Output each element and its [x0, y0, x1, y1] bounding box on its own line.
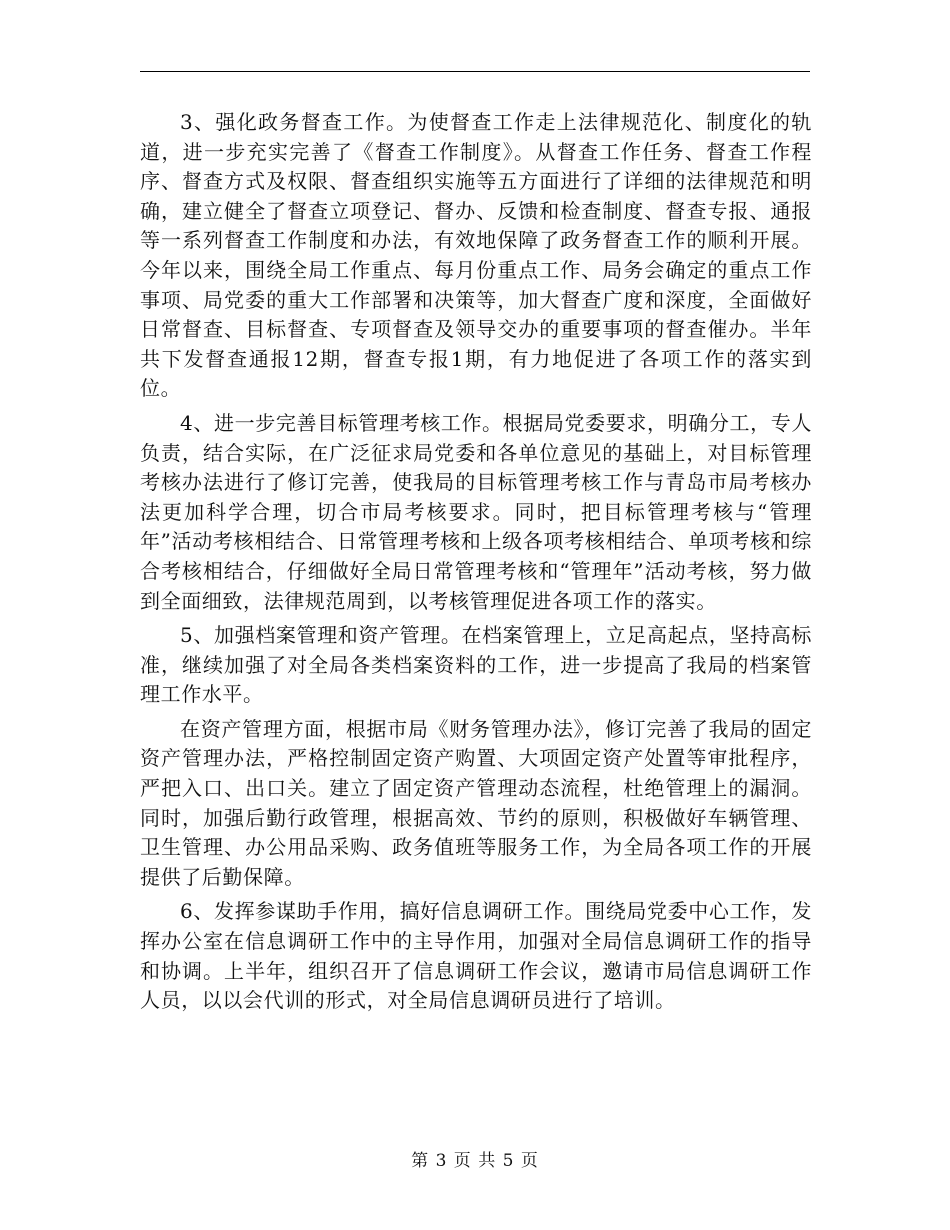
- paragraph-supervision: 3、强化政务督查工作。为使督查工作走上法律规范化、制度化的轨道，进一步充实完善了《督查工作制度》。从督查工作任务、督查工作程序、督查方式及权限、督查组织实施等五方面进行了详细的法律规范和明确，建立健全了督查立项登记、督办、反馈和检查制度、督查专报、通报等一系列督查工作制度和办法，有效地保障了政务督查工作的顺利开展。今年以来，围绕全局工作重点、每月份重点工作、局务会确定的重点工作事项、局党委的重大工作部署和决策等，加大督查广度和深度，全面做好日常督查、目标督查、专项督查及领导交办的重要事项的督查催办。半年共下发督查通报12期，督查专报1期，有力地促进了各项工作的落实到位。: [140, 110, 812, 401]
- paragraph-information-research: 6、发挥参谋助手作用，搞好信息调研工作。围绕局党委中心工作，发挥办公室在信息调研工作中的主导作用，加强对全局信息调研工作的指导和协调。上半年，组织召开了信息调研工作会议，邀请市局信息调研工作人员，以以会代训的形式，对全局信息调研员进行了培训。: [140, 899, 812, 1013]
- document-body: [140, 108, 812, 1021]
- paragraph-archive-management: 5、加强档案管理和资产管理。在档案管理上，立足高起点，坚持高标准，继续加强了对全局各类档案资料的工作，进一步提高了我局的档案管理工作水平。: [140, 623, 812, 707]
- paragraph-target-management: 4、进一步完善目标管理考核工作。根据局党委要求，明确分工，专人负责，结合实际，在广泛征求局党委和各单位意见的基础上，对目标管理考核办法进行了修订完善，使我局的目标管理考核工作与青岛市局考核办法更加科学合理，切合市局考核要求。同时，把目标管理考核与“管理年”活动考核相结合、日常管理考核和上级各项考核相结合、单项考核和综合考核相结合，仔细做好全局日常管理考核和“管理年”活动考核，努力做到全面细致，法律规范周到，以考核管理促进各项工作的落实。: [140, 410, 812, 613]
- paragraph-asset-management: 在资产管理方面，根据市局《财务管理办法》，修订完善了我局的固定资产管理办法，严格控制固定资产购置、大项固定资产处置等审批程序，严把入口、出口关。建立了固定资产管理动态流程，杜绝管理上的漏洞。同时，加强后勤行政管理，根据高效、节约的原则，积极做好车辆管理、卫生管理、办公用品采购、政务值班等服务工作，为全局各项工作的开展提供了后勤保障。: [140, 716, 812, 889]
- page-number-footer: 第 3 页 共 5 页: [411, 1151, 539, 1171]
- header-rule: [140, 71, 810, 72]
